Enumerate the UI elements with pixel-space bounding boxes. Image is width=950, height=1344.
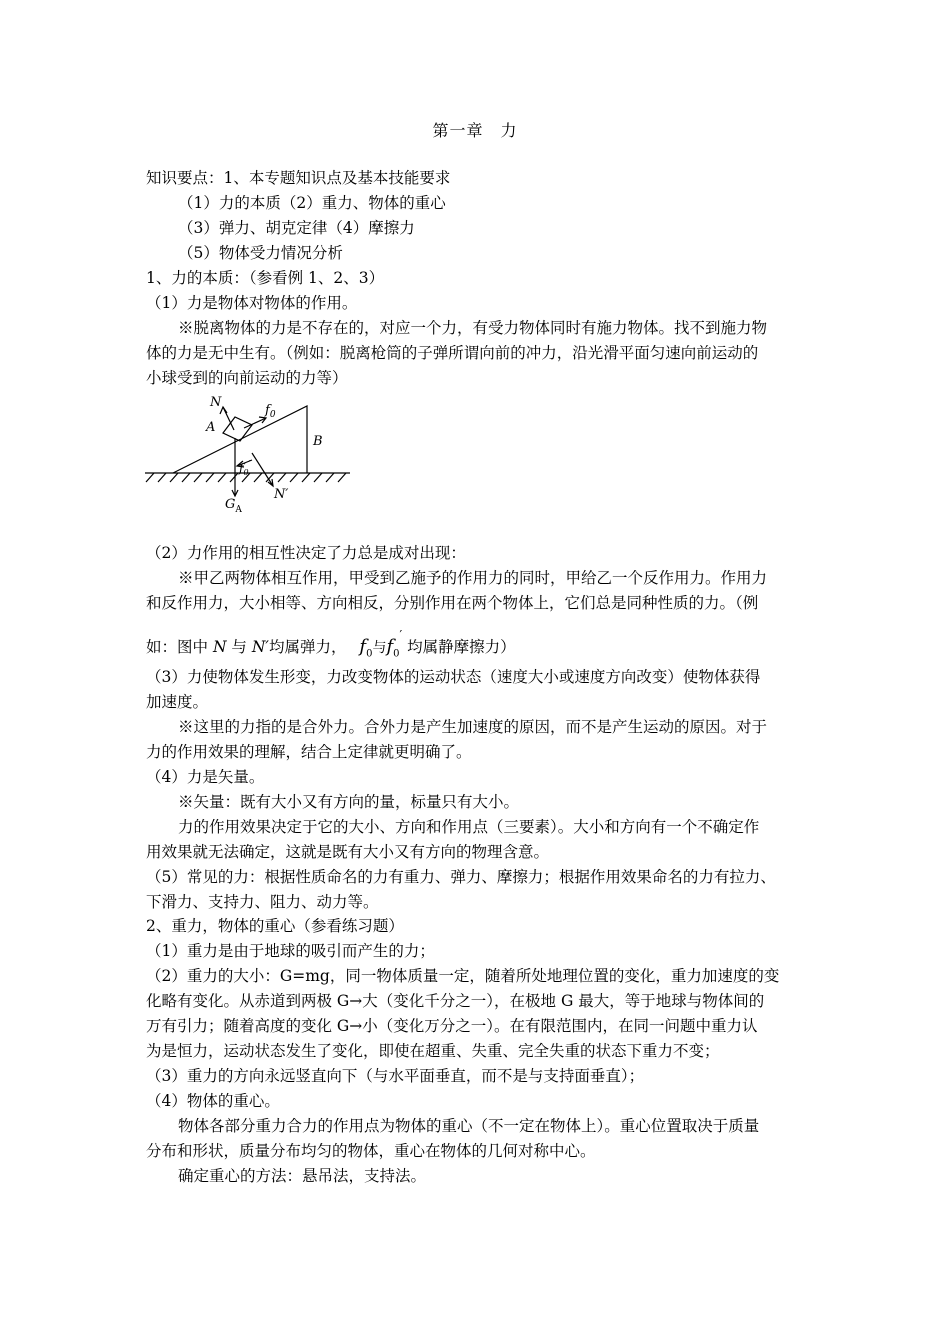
section-1-heading: 1、力的本质：（参看例 1、2、3） [146, 269, 385, 287]
paragraph-line: （3）重力的方向永远竖直向下（与水平面垂直，而不是与支持面垂直）； [146, 1067, 645, 1085]
paragraph-line: （4）物体的重心。 [146, 1092, 280, 1110]
label-b: B [313, 434, 323, 449]
label-a: A [206, 420, 216, 435]
paragraph-line: 力的作用效果的理解，结合上定律就更明确了。 [146, 743, 472, 761]
paragraph-line: 确定重心的方法：悬吊法，支持法。 [178, 1167, 427, 1185]
paragraph-line: （1）力是物体对物体的作用。 [146, 294, 358, 312]
key-points-intro: 知识要点：1、本专题知识点及基本技能要求 [146, 169, 451, 187]
block-a [223, 417, 252, 441]
paragraph-line: （1）重力是由于地球的吸引而产生的力； [146, 942, 435, 960]
paragraph-line: （5）常见的力：根据性质命名的力有重力、弹力、摩擦力；根据作用效果命名的力有拉力、 [146, 868, 776, 886]
paragraph-line: 分布和形状，质量分布均匀的物体，重心在物体的几何对称中心。 [146, 1142, 596, 1160]
chapter-title: 第一章 力 [432, 121, 518, 140]
label-n: N [210, 395, 222, 410]
paragraph-line: （4）力是矢量。 [146, 768, 265, 786]
paragraph-line: ※甲乙两物体相互作用，甲受到乙施予的作用力的同时，甲给乙一个反作用力。作用力 [178, 569, 768, 587]
paragraph-line: 下滑力、支持力、阻力、动力等。 [146, 893, 379, 911]
paragraph-line: （2）重力的大小：G=mg，同一物体质量一定，随着所处地理位置的变化，重力加速度的变 [146, 967, 780, 985]
label-f0: $f_0$ [265, 403, 276, 420]
formula-f0-f0prime: $f_0$与$f_0'$ [359, 628, 403, 660]
paragraph-line: 和反作用力，大小相等、方向相反，分别作用在两个物体上，它们总是同种性质的力。（例 [146, 594, 759, 612]
key-point-line: （3）弹力、胡克定律（4）摩擦力 [178, 219, 415, 237]
paragraph-line: 化略有变化。从赤道到两极 G→大（变化千分之一），在极地 G 最大，等于地球与物体间的 [146, 992, 765, 1010]
paragraph-line: ※脱离物体的力是不存在的，对应一个力，有受力物体同时有施力物体。找不到施力物 [178, 319, 768, 337]
paragraph-line-with-formula: 如：图中 N 与 N′均属弹力， $f_0$与$f_0'$ 均属静摩擦力） [146, 631, 516, 665]
paragraph-line: ※矢量：既有大小又有方向的量，标量只有大小。 [178, 793, 520, 811]
paragraph-line: （2）力作用的相互性决定了力总是成对出现： [146, 544, 466, 562]
paragraph-line: 加速度。 [146, 693, 209, 711]
paragraph-line: 物体各部分重力合力的作用点为物体的重心（不一定在物体上）。重心位置取决于质量 [178, 1117, 760, 1135]
paragraph-line: 用效果就无法确定，这就是既有大小又有方向的物理含意。 [146, 843, 550, 861]
paragraph-line: ※这里的力指的是合外力。合外力是产生加速度的原因，而不是产生运动的原因。对于 [178, 718, 768, 736]
force-diagram [140, 390, 370, 520]
key-point-line: （5）物体受力情况分析 [178, 244, 343, 262]
label-f0-prime: $f_0'$ [239, 460, 251, 477]
label-n-prime: N′ [274, 487, 289, 502]
key-point-line: （1）力的本质（2）重力、物体的重心 [178, 194, 446, 212]
paragraph-line: （3）力使物体发生形变，力改变物体的运动状态（速度大小或速度方向改变）使物体获得 [146, 668, 761, 686]
paragraph-line: 小球受到的向前运动的力等） [146, 369, 348, 387]
section-2-heading: 2、重力，物体的重心（参看练习题） [146, 917, 404, 935]
paragraph-line: 万有引力；随着高度的变化 G→小（变化万分之一）。在有限范围内，在同一问题中重力认 [146, 1017, 758, 1035]
label-ga: $G_A$ [225, 497, 242, 515]
paragraph-line: 力的作用效果决定于它的大小、方向和作用点（三要素）。大小和方向有一个不确定作 [178, 818, 760, 836]
paragraph-line: 为是恒力，运动状态发生了变化，即使在超重、失重、完全失重的状态下重力不变； [146, 1042, 720, 1060]
paragraph-line: 体的力是无中生有。（例如：脱离枪筒的子弹所谓向前的冲力，沿光滑平面匀速向前运动的 [146, 344, 759, 362]
